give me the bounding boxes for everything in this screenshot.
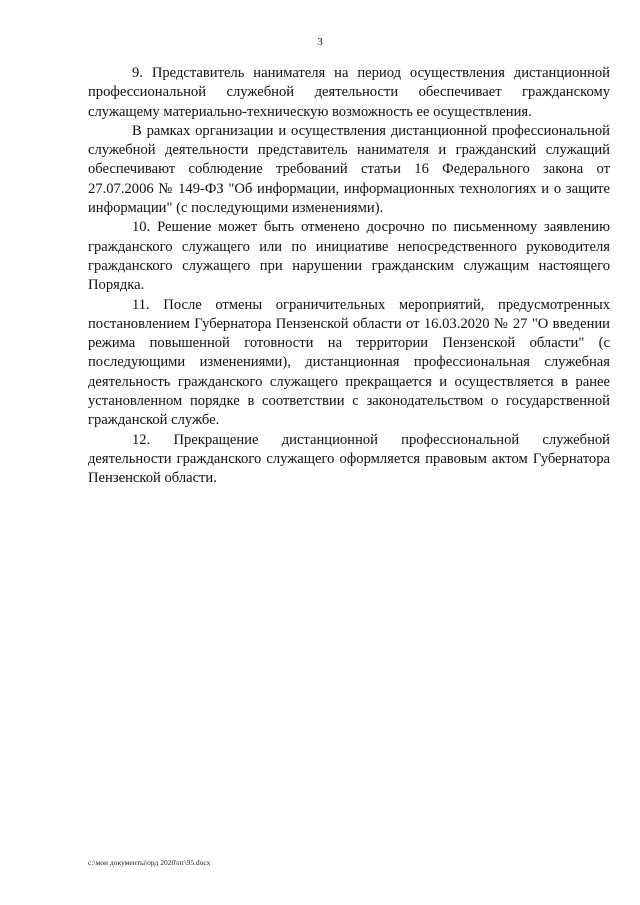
paragraph-11: 11. После отмены ограничительных мероприятий, предусмотренных постановлением Губернатора Пензенской области от 16.03.2020 № 27 "О введении режима повышенной готовности на территории Пензенской области" (с последующими изменениями), дистанционная профессиональная служебная деятельность гражданского служащего прекращается и осуществляется в ранее установленном порядке в соответствии с законодательством о государственной гражданской службе. bbox=[88, 296, 610, 429]
paragraph-10: 10. Решение может быть отменено досрочно по письменному заявлению гражданского служащего или по инициативе непосредственного руководителя гражданского служащего при нарушении гражданским служащим настоящего Порядка. bbox=[88, 219, 610, 294]
footer-file-path: c:\мои документы\орд 2020\пг\95.docx bbox=[88, 858, 211, 867]
paragraph-9-continuation: В рамках организации и осуществления дистанционной профессиональной служебной деятельности представитель нанимателя и гражданский служащий обеспечивают соблюдение требований статьи 16 Федерального закона от 27.07.2006 № 149-ФЗ "Об информации, информационных технологиях и о защите информации" (с последующими изменениями). bbox=[88, 122, 610, 217]
paragraph-9: 9. Представитель нанимателя на период осуществления дистанционной профессиональной служебной деятельности обеспечивает гражданскому служащему материально-техническую возможность ее осуществления. bbox=[88, 65, 610, 120]
page-number: 3 bbox=[317, 36, 323, 48]
paragraph-12: 12. Прекращение дистанционной профессиональной служебной деятельности гражданского служащего оформляется правовым актом Губернатора Пензенской области. bbox=[88, 431, 610, 487]
document-body bbox=[88, 64, 610, 489]
